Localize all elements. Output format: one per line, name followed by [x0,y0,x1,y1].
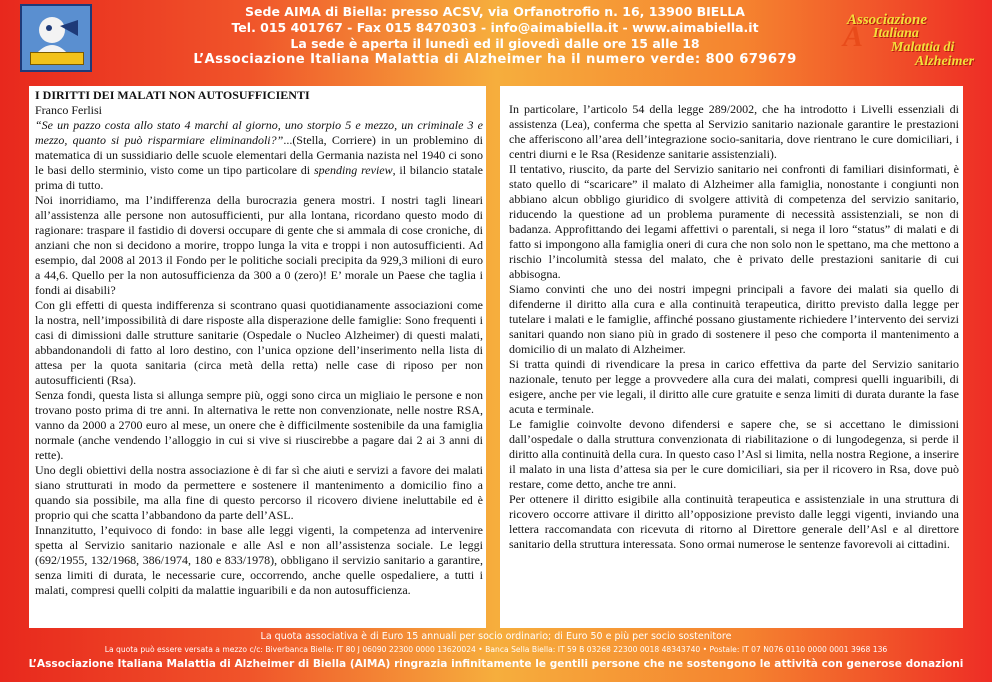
paragraph-8: Il tentativo, riuscito, da parte del Servizio sanitario nei confronti di familiari disinformati, è stato quello di “scaricare” il malato di Alzheimer alla famiglia, nonostante i congiunti non abbiano alcun obbligo giuridico di svolgere attività di competenza del servizio sanitario, riducendo la questione ad un problema puramente di necessità assistenziali, se non di badanza. Approfittando dei legami affettivi o parentali, si nega il loro “status” di malati e di fatto si impongono alla famiglia oneri di cura che non solo non le spettano, ma che mettono a rischio l’incolumità stessa del malato, che è privato delle prestazioni sanitarie di cui abbisogna. [509,162,959,281]
header-phone-email: Tel. 015 401767 - Fax 015 8470303 - info@aimabiella.it - www.aimabiella.it [231,20,759,35]
paragraph-4: Senza fondi, questa lista si allunga sempre più, oggi sono circa un migliaio le persone e non trovano posto prima di tre anni. In alternativa le rette non convenzionate, nelle nostre RSA, vanno da 2000 a 2700 euro al mese, un onere che è difficilmente sostenibile da una famiglia normale (anche vendendo l’alloggio in cui si vive si riuscirebbe a pagare dai 2 ai 3 anni di rette). [35,388,483,462]
footer-thanks: L’Associazione Italiana Malattia di Alzheimer di Biella (AIMA) ringrazia infinitamente le gentili persone che ne sostengono le attività con generose donazioni [28,658,964,670]
logo-letter-a-icon: A [843,20,864,53]
opening-quote: “Se un pazzo costa allo stato 4 marchi al giorno, uno storpio 5 e mezzo, un criminale 3 e mezzo, quanto si può risparmiare eliminandoli?” [35,118,483,147]
footer-bank-accounts: La quota può essere versata a mezzo c/c: Biverbanca Biella: IT 80 J 06090 22300 0000 13620024 • Banca Sella Biella: IT 59 B 03268 22300 0018 48343740 • Postale: IT 07 N076 0110 0000 0001 3968 136 [104,645,888,654]
head-silhouette-icon [22,6,90,56]
paragraph-12: Per ottenere il diritto esigibile alla continuità terapeutica e assistenziale in una struttura di ricovero occorre attivare il diritto all’opposizione previsto dalle leggi vigenti, inviando una lettera raccomandata con ricevuta di ritorno al Direttore generale dell’Asl e al direttore sanitario della struttura interessata. Sono ormai numerose le sentenze favorevoli ai cittadini. [509,492,959,551]
header-contact-block [160,4,830,68]
paragraph-5: Uno degli obiettivi della nostra associazione è di far sì che aiuti e servizi a favore dei malati siano strutturati in modo da permettere e sostenere il mantenimento a domicilio fino a quando sia possibile, ma alla fine di questo percorso il ricovero diviene ineluttabile ed è proprio qui che scatta l’abbandono da parte dell’ASL. [35,463,483,522]
page-header [0,0,992,86]
quote-source: ...(Stella, Corriere) in un problemino di matematica di un sussidiario delle scuole elementari della Germania nazista nel 1940 ci sono le basi dello sterminio, visto come un tipo particolare di [35,133,484,177]
spending-review-term: spending review [313,163,393,177]
paragraph-11: Le famiglie coinvolte devono difendersi e sapere che, se si accettano le dimissioni dall’ospedale o dalla struttura convenzionata di riabilitazione o di lungodegenza, si perde il diritto alla continuità della cura. In questo caso l’Asl si limita, nella nostra Regione, a inserire il malato in una lista d’attesa sia per le cure domiciliari, sia per il ricovero in Rsa, dove può restare, come detto, anche tre anni. [509,417,959,491]
paragraph-2: Noi inorridiamo, ma l’indifferenza della burocrazia genera mostri. I nostri tagli lineari all’assistenza alle persone non autosufficienti, pur alla lontana, ricordano questo modo di ragionare: traspare il fastidio di doversi occupare di gente che si ammala di cose croniche, di anziani che non si decidono a morire, troppo lunga la vita e troppi i non autosufficienti. Ad esempio, dal 2008 al 2013 il Fondo per le politiche sociali precipita da 929,3 milioni di euro a 44,6. Quello per la non autosufficienza da 300 a 0 (zero)! E’ morale un Paese che taglia i fondi ai disabili? [35,193,483,297]
logo-line-2: Italiana [873,26,919,41]
logo-line-1: Associazione [847,12,928,28]
paragraph-intro [35,118,483,193]
article-column-left [29,86,486,628]
paragraph-6: Innanzitutto, l’equivoco di fondo: in base alle leggi vigenti, la competenza ad intervenire spetta al Servizio sanitario nazionale e alle Asl e non all’assistenza sociale. Le leggi (692/1955, 132/1968, 386/1974, 180 e 833/1978), obbligano il servizio sanitario a garantire, senza limiti di durata, le necessarie cure, occorrendo, anche quelle ospedaliere, a tutti i malati, compresi quelli colpiti da malattie inguaribili e da non autosufficienza. [35,523,483,597]
paragraph-9: Siamo convinti che uno dei nostri impegni principali a favore dei malati sia quello di difenderne il diritto alla cura e alla continuità terapeutica, diritto previsto dalla legge per tutelare i malati e le famiglie, affinché possano giustamente richiedere l’intervento dei servizi sanitari quando non siano più in grado di sostenere il peso che comporta il mantenimento a domicilio di un malato di Alzheimer. [509,282,959,356]
paragraph-7: In particolare, l’articolo 54 della legge 289/2002, che ha introdotto i Livelli essenziali di assistenza (Lea), conferma che spetta al Servizio sanitario nazionale garantire le prestazioni che afferiscono all’area dell’integrazione socio-sanitaria, dove rientrano le cure domiciliari, i centri diurni e le Rsa (Residenze sanitarie assistenziali). [509,102,959,161]
intro-end: , il bilancio statale prima di tutto. [35,163,483,192]
footer-membership-fee: La quota associativa è di Euro 15 annuali per socio ordinario; di Euro 50 e più per socio sostenitore [260,631,732,642]
logo-line-3: Malattia di [891,40,955,55]
logo-badge [30,52,84,65]
header-toll-free: L’Associazione Italiana Malattia di Alzheimer ha il numero verde: 800 679679 [193,52,797,67]
article-title: I DIRITTI DEI MALATI NON AUTOSUFFICIENTI [35,88,310,102]
paragraph-10: Si tratta quindi di rivendicare la presa in carico effettiva da parte del Servizio sanitario nazionale, tenuto per legge a provvedere alla cura dei malati, compresi quelli inguaribili, di esigere, anche per vie legali, il diritto alle cure gratuite e senza limiti di durata durante la fase acuta e terminale. [509,357,959,416]
page-footer [0,628,992,682]
aima-association-logo [843,6,988,68]
article-column-right [500,86,963,628]
logo-line-4: Alzheimer [915,54,975,69]
paragraph-3: Con gli effetti di questa indifferenza si scontrano quasi quotidianamente associazioni come la nostra, nell’impossibilità di dare risposte alla disperazione delle famiglie: Sono frequenti i casi di dimissioni dalle strutture sanitarie (Ospedale o Nucleo Alzheimer) di questi malati, abbandonandoli di fatto al loro destino, con l’unica opzione dell’inserimento nella lista di attesa per la quota sanitaria (circa metà della retta) nelle case di riposo per non autosufficienti (Rsa). [35,298,483,387]
article-author: Franco Ferlisi [35,103,102,117]
aima-biella-logo [20,4,92,72]
header-opening-hours: La sede è aperta il lunedì ed il giovedì dalle ore 15 alle 18 [290,36,700,51]
header-address: Sede AIMA di Biella: presso ACSV, via Orfanotrofio n. 16, 13900 BIELLA [245,4,745,19]
